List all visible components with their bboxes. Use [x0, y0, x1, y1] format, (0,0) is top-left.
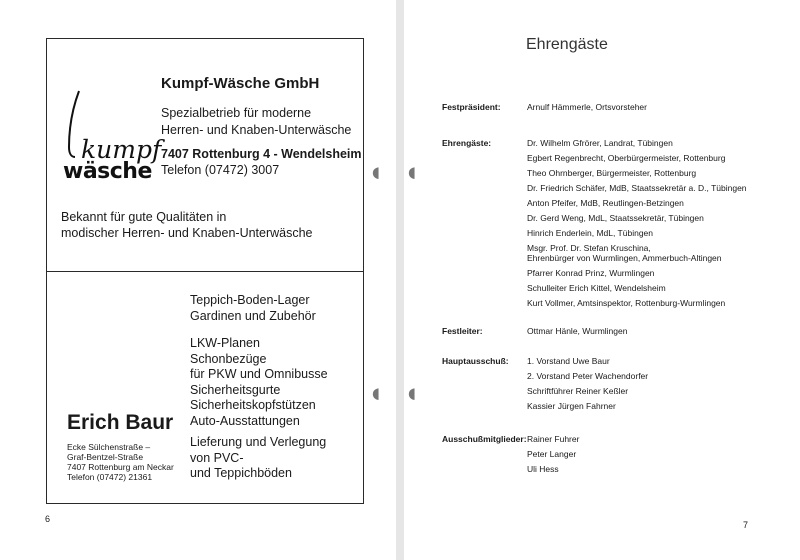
baur-service-line: für PKW und Omnibusse [190, 367, 328, 381]
advertisement-frame [46, 38, 364, 504]
section-label-ehrengaeste: Ehrengäste: [442, 138, 492, 148]
kumpf-phone: Telefon (07472) 3007 [161, 163, 280, 177]
list-item: 2. Vorstand Peter Wachendorfer [527, 371, 649, 381]
baur-service-line: Teppich-Boden-Lager [190, 293, 310, 307]
baur-service-line: Sicherheitsgurte [190, 382, 281, 397]
list-item: Egbert Regenbrecht, Oberbürgermeister, Rottenburg [527, 153, 726, 163]
section-label-hauptausschuss: Hauptausschuß: [442, 356, 509, 366]
kumpf-logo-lower: wäsche [63, 159, 152, 184]
baur-address [67, 442, 174, 482]
baur-service-line: Lieferung und Verlegung [190, 435, 327, 449]
list-item: Anton Pfeifer, MdB, Reutlingen-Betzingen [527, 198, 684, 208]
list-item: Kassier Jürgen Fahrner [527, 401, 616, 411]
baur-address-line: Graf-Bentzel-Straße [67, 452, 144, 462]
list-item: Kurt Vollmer, Amtsinspektor, Rottenburg-Wurmlingen [527, 298, 726, 308]
book-gutter [396, 0, 404, 560]
list-item: Ottmar Hänle, Wurmlingen [527, 326, 628, 336]
baur-company-name: Erich Baur [67, 411, 174, 434]
list-item: Dr. Friedrich Schäfer, MdB, Staatssekretär a. D., Tübingen [527, 183, 747, 193]
section-label-festpraesident: Festpräsident: [442, 102, 501, 112]
baur-service-line: und Teppichböden [190, 466, 292, 480]
list-item: 1. Vorstand Uwe Baur [527, 356, 610, 366]
baur-services [190, 293, 328, 482]
list-item: Uli Hess [527, 464, 559, 474]
kumpf-description-line: Herren- und Knaben-Unterwäsche [161, 123, 352, 137]
baur-address-line: Telefon (07472) 21361 [67, 472, 153, 482]
kumpf-slogan-line: Bekannt für gute Qualitäten in [61, 210, 227, 224]
baur-service-line: LKW-Planen [190, 336, 260, 350]
punch-hole-icon: ◖ [408, 384, 416, 402]
list-item: Rainer Fuhrer [527, 434, 580, 444]
baur-service-line: Auto-Ausstattungen [190, 413, 300, 428]
kumpf-slogan-line: modischer Herren- und Knaben-Unterwäsche [61, 226, 313, 240]
kumpf-address: 7407 Rottenburg 4 - Wendelsheim [161, 147, 362, 161]
punch-hole-icon: ◖ [372, 163, 380, 181]
baur-address-line: 7407 Rottenburg am Neckar [67, 462, 174, 472]
baur-service-line: Gardinen und Zubehör [190, 308, 316, 323]
page-title: Ehrengäste [526, 36, 608, 53]
list-item: Dr. Gerd Weng, MdL, Staatssekretär, Tübingen [527, 213, 704, 223]
baur-service-line: von PVC- [190, 450, 244, 465]
list-item: Theo Ohrnberger, Bürgermeister, Rottenburg [527, 168, 697, 178]
kumpf-company-name: Kumpf-Wäsche GmbH [161, 75, 320, 92]
list-item: Pfarrer Konrad Prinz, Wurmlingen [527, 268, 655, 278]
right-page [404, 0, 800, 560]
list-item: Schulleiter Erich Kittel, Wendelsheim [527, 283, 666, 293]
kumpf-description-line: Spezialbetrieb für moderne [161, 106, 312, 120]
page-number-left: 6 [45, 514, 51, 524]
section-label-ausschussmitglieder: Ausschußmitglieder: [442, 434, 527, 444]
list-item: Ehrenbürger von Wurmlingen, Ammerbuch-Altingen [527, 253, 722, 263]
list-item: Arnulf Hämmerle, Ortsvorsteher [527, 102, 647, 112]
baur-service-line: Sicherheitskopfstützen [190, 398, 316, 412]
baur-service-line: Schonbezüge [190, 351, 267, 366]
punch-hole-icon: ◖ [372, 384, 380, 402]
kumpf-description [161, 105, 351, 139]
list-item: Msgr. Prof. Dr. Stefan Kruschina, [527, 243, 651, 253]
list-item: Peter Langer [527, 449, 577, 459]
punch-hole-icon: ◖ [408, 163, 416, 181]
list-item: Hinrich Enderlein, MdL, Tübingen [527, 228, 653, 238]
kumpf-logo [57, 87, 162, 184]
section-label-festleiter: Festleiter: [442, 326, 483, 336]
baur-address-line: Ecke Sülchenstraße – [67, 442, 151, 452]
page-number-right: 7 [743, 520, 749, 530]
kumpf-logo-upper: kumpf [81, 135, 162, 164]
list-item: Dr. Wilhelm Gfrörer, Landrat, Tübingen [527, 138, 673, 148]
ad-divider [47, 271, 363, 272]
kumpf-slogan [61, 209, 313, 241]
list-item: Schriftführer Reiner Keßler [527, 386, 629, 396]
